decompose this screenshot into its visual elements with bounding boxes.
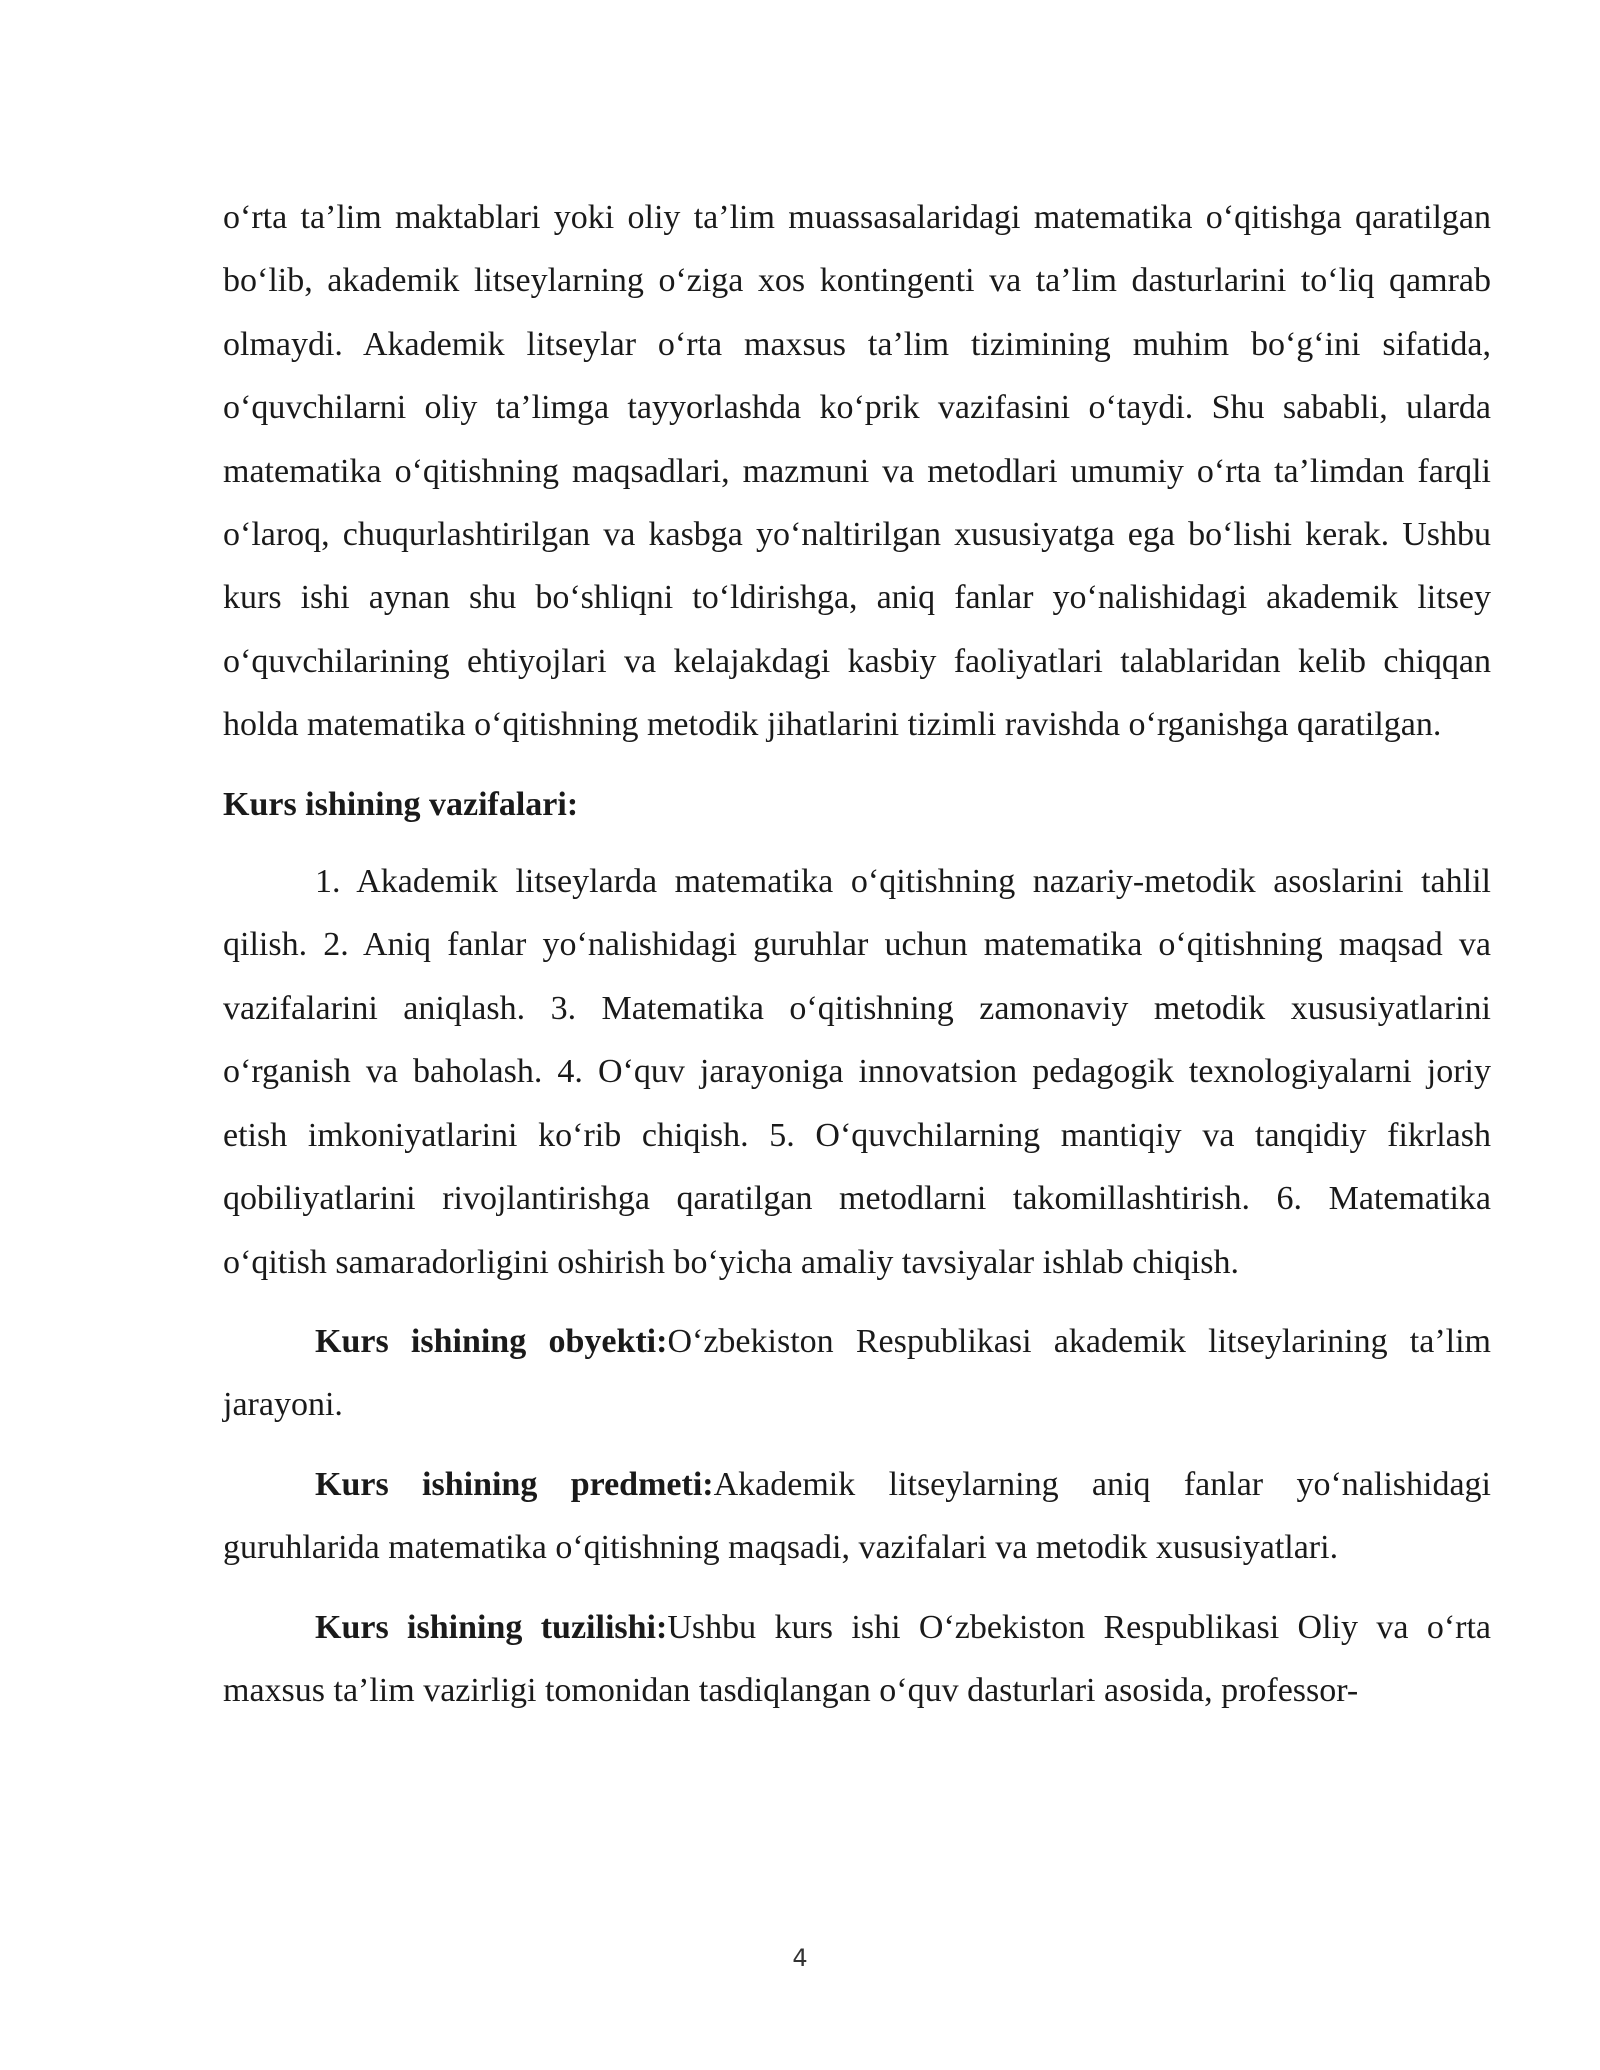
subject-paragraph (223, 1453, 1491, 1580)
object-text: O‘zbekiston Respublikasi akademik litseylarining ta’lim jarayoni. (223, 1322, 1491, 1424)
structure-label: Kurs ishining tuzilishi: (315, 1608, 668, 1646)
intro-paragraph: o‘rta ta’lim maktablari yoki oliy ta’lim muassasalaridagi matematika o‘qitishga qaratilgan bo‘lib, akademik litseylarning o‘ziga xos kontingenti va ta’lim dasturlarini to‘liq qamrab olmaydi. Akademik litseylar o‘rta maxsus ta’lim tizimining muhim bo‘g‘ini sifatida, o‘quvchilarni oliy ta’limga tayyorlashda ko‘prik vazifasini o‘taydi. Shu sababli, ularda matematika o‘qitishning maqsadlari, mazmuni va metodlari umumiy o‘rta ta’limdan farqli o‘laroq, chuqurlashtirilgan va kasbga yo‘naltirilgan xususiyatga ega bo‘lishi kerak. Ushbu kurs ishi aynan shu bo‘shliqni to‘ldirishga, aniq fanlar yo‘nalishidagi akademik litsey o‘quvchilarining ehtiyojlari va kelajakdagi kasbiy faoliyatlari talablaridan kelib chiqqan holda matematika o‘qitishning metodik jihatlarini tizimli ravishda o‘rganishga qaratilgan. (223, 199, 1491, 744)
subject-label: Kurs ishining predmeti: (315, 1465, 714, 1503)
object-paragraph (223, 1310, 1491, 1437)
structure-text: Ushbu kurs ishi O‘zbekiston Respublikasi Oliy va o‘rta maxsus ta’lim vazirligi tomonidan tasdiqlangan o‘quv dasturlari asosida, professor- (223, 1608, 1491, 1709)
tasks-paragraph: 1. Akademik litseylarda matematika o‘qitishning nazariy-metodik asoslarini tahlil qilish. 2. Aniq fanlar yo‘nalishidagi guruhlar uchun matematika o‘qitishning maqsad va vazifalarini aniqlash. 3. Matematika o‘qitishning zamonaviy metodik xususiyatlarini o‘rganish va baholash. 4. O‘quv jarayoniga innovatsion pedagogik texnologiyalarni joriy etish imkoniyatlarini ko‘rib chiqish. 5. O‘quvchilarning mantiqiy va tanqidiy fikrlash qobiliyatlarini rivojlantirishga qaratilgan metodlarni takomillashtirish. 6. Matematika o‘qitish samaradorligini oshirish bo‘yicha amaliy tavsiyalar ishlab chiqish. (223, 863, 1491, 1281)
subject-text: Akademik litseylarning aniq fanlar yo‘nalishidagi guruhlarida matematika o‘qitishning maqsadi, vazifalari va metodik xususiyatlari. (223, 1465, 1491, 1567)
object-label: Kurs ishining obyekti: (315, 1322, 668, 1360)
structure-paragraph (223, 1596, 1491, 1723)
document-page (223, 186, 1491, 1722)
page-number: 4 (792, 1944, 808, 1972)
tasks-heading: Kurs ishining vazifalari: (223, 785, 579, 823)
